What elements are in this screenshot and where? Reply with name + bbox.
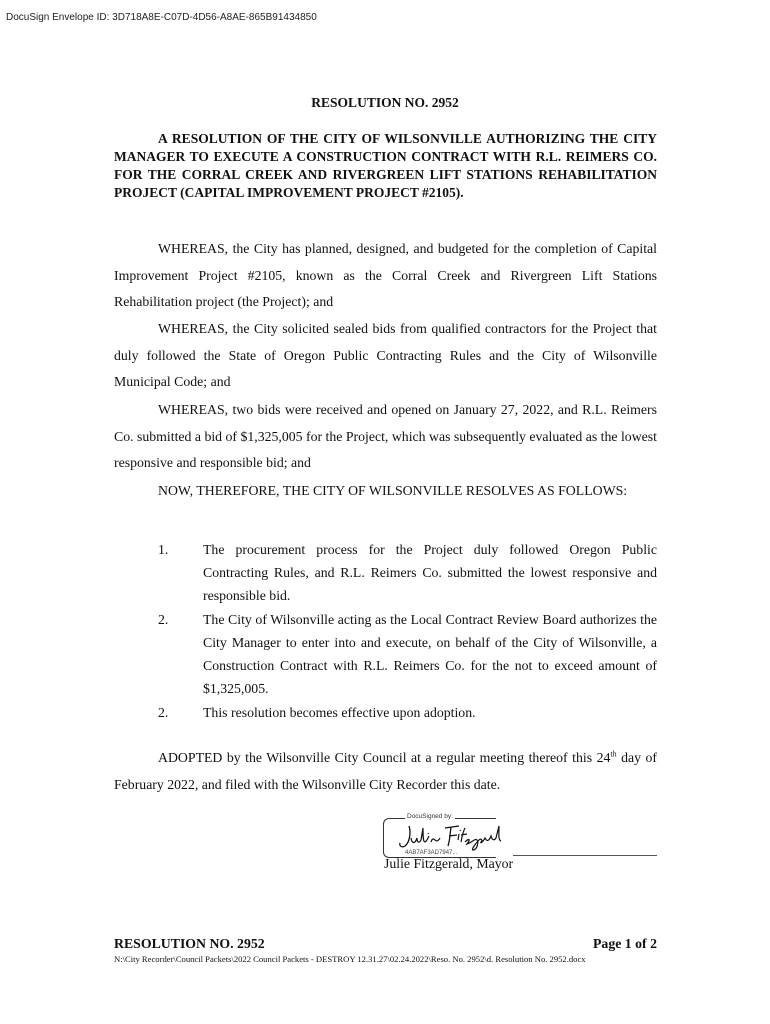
list-item-text: The procurement process for the Project duly followed Oregon Public Contracting Rules, and R.L. Reimers Co. submitted the lowest responsive and responsible bid. <box>203 542 657 603</box>
adopted-superscript: th <box>610 749 617 759</box>
adopted-text-end: day of February 2022, and filed with the Wilsonville City Recorder this date. <box>114 750 658 792</box>
whereas-paragraph-2: WHEREAS, the City solicited sealed bids from qualified contractors for the Project that duly followed the State of Oregon Public Contracting Rules and the City of Wilsonville Municipal Code; and <box>114 321 657 389</box>
docusign-signature-block <box>383 812 663 862</box>
docusigned-by-label: DocuSigned by: <box>407 813 453 820</box>
resolves-preamble: NOW, THEREFORE, THE CITY OF WILSONVILLE RESOLVES AS FOLLOWS: <box>158 483 628 498</box>
whereas-paragraph-1: WHEREAS, the City has planned, designed, and budgeted for the completion of Capital Improvement Project #2105, known as the Corral Creek and Rivergreen Lift Stations Rehabilitation project (the Project); and <box>114 241 657 309</box>
signer-name: Julie Fitzgerald, Mayor <box>384 856 514 871</box>
footer-page-number: Page 1 of 2 <box>593 936 657 951</box>
adopted-paragraph <box>114 745 657 798</box>
docusign-id: 4AB7AF3AD7947... <box>405 850 458 856</box>
resolution-title: RESOLUTION NO. 2952 <box>311 95 459 110</box>
resolution-heading: A RESOLUTION OF THE CITY OF WILSONVILLE AUTHORIZING THE CITY MANAGER TO EXECUTE A CONSTRUCTION CONTRACT WITH R.L. REIMERS CO. FOR THE CORRAL CREEK AND RIVERGREEN LIFT STATIONS REHABILITATION PROJECT (CAPITAL IMPROVEMENT PROJECT #2105). <box>114 131 657 200</box>
footer-file-path: N:\City Recorder\Council Packets\2022 Council Packets - DESTROY 12.31.27\02.24.2022\Reso. No. 2952\d. Resolution No. 2952.docx <box>114 954 586 964</box>
docusign-envelope-id: DocuSign Envelope ID: 3D718A8E-C07D-4D56-A8AE-865B91434850 <box>6 12 317 23</box>
list-item-text: The City of Wilsonville acting as the Local Contract Review Board authorizes the City Manager to enter into and execute, on behalf of the City of Wilsonville, a Construction Contract with R.L. Reimers Co. for the not to exceed amount of $1,325,005. <box>203 612 657 696</box>
handwritten-signature <box>395 820 505 852</box>
list-item-text: This resolution becomes effective upon adoption. <box>203 705 476 720</box>
list-item-number: 2. <box>158 612 169 627</box>
signature-line <box>513 855 657 856</box>
list-item-number: 1. <box>158 542 169 557</box>
adopted-text-start: ADOPTED by the Wilsonville City Council at a regular meeting thereof this 24 <box>158 750 611 765</box>
list-item-number: 2. <box>158 705 169 720</box>
whereas-paragraph-3: WHEREAS, two bids were received and opened on January 27, 2022, and R.L. Reimers Co. submitted a bid of $1,325,005 for the Project, which was subsequently evaluated as the lowest responsive and responsible bid; and <box>114 402 657 470</box>
footer-resolution-number: RESOLUTION NO. 2952 <box>114 936 265 951</box>
